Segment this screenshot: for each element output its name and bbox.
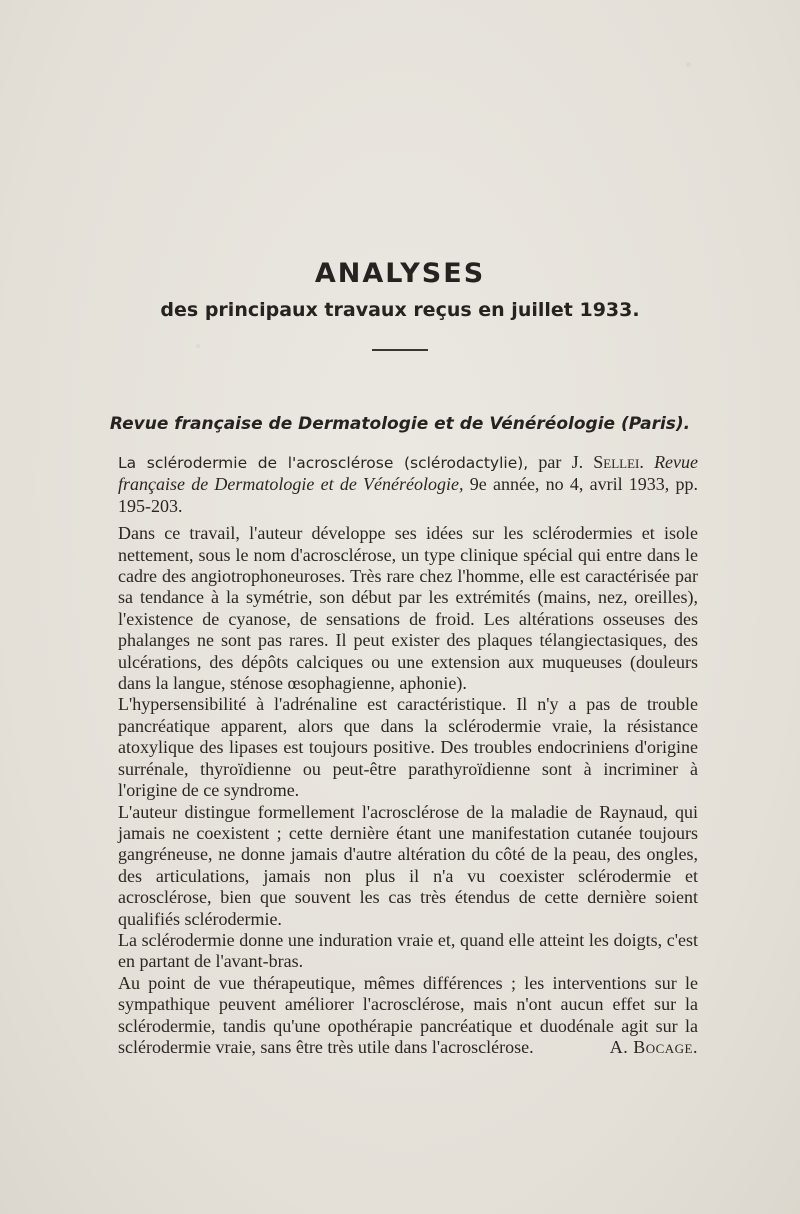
- article-signature: A. Bocage.: [609, 1036, 698, 1057]
- paragraph: Dans ce travail, l'auteur développe ses idées sur les sclérodermies et isole nettement, sous le nom d'acrosclérose, un type clinique spécial qui entre dans le cadre des angiotrophoneuroses. Très rare chez l'homme, elle est caractérisée par sa tendance à la symétrie, son début par les extrémités (mains, nez, oreilles), l'existence de cyanose, de sensations de froid. Les altérations osseuses des phalanges ne sont pas rares. Il peut exister des plaques télangiectasiques, des ulcérations, des dépôts calciques ou une extension aux muqueuses (douleurs dans la langue, sténose œsophagienne, aphonie).: [118, 523, 698, 694]
- article-details: 9e année, no 4, avril 1933, pp. 195-203.: [118, 474, 699, 516]
- article-reference: Revue française de Dermatologie et de Vénéréologie,: [118, 452, 699, 495]
- paragraph: L'hypersensibilité à l'adrénaline est caractéristique. Il n'y a pas de trouble pancréatique apparent, alors que dans la sclérodermie vraie, la résistance atoxylique des lipases est toujours positive. Des troubles endocriniens d'origine surrénale, thyroïdienne ou peut-être parathyroïdienne sont à incriminer à l'origine de ce syndrome.: [118, 694, 698, 801]
- title-divider: [372, 349, 428, 351]
- journal-heading: Revue française de Dermatologie et de Vénéréologie (Paris).: [109, 414, 691, 434]
- article-title: La sclérodermie de l'acrosclérose (sclérodactylie),: [118, 454, 529, 472]
- paper-speck: [196, 344, 200, 348]
- article-heading: [118, 452, 698, 517]
- author-prefix: par J.: [538, 452, 584, 472]
- paragraph: Au point de vue thérapeutique, mêmes différences ; les interventions sur le sympathique peuvent améliorer l'acrosclérose, mais n'ont aucun effet sur la sclérodermie, tandis qu'une opothérapie pancréatique et duodénale agit sur la sclérodermie vraie, sans être très utile dans l'acrosclérose.: [118, 972, 698, 1057]
- paper-speck: [686, 62, 691, 67]
- page-subtitle: des principaux travaux reçus en juillet 1933.: [160, 299, 640, 321]
- paragraph: La sclérodermie donne une induration vraie et, quand elle atteint les doigts, c'est en partant de l'avant-bras.: [118, 929, 698, 972]
- article-author: Sellei.: [593, 452, 644, 472]
- paragraph: L'auteur distingue formellement l'acrosclérose de la maladie de Raynaud, qui jamais ne coexistent ; cette dernière étant une manifestation cutanée toujours gangréneuse, ne donne jamais d'autre altération du côté de la peau, des ongles, des articulations, jamais non plus il n'a vu coexister sclérodermie et acrosclérose, bien que souvent les cas très étendus de cette dernière soient qualifiés sclérodermie.: [118, 801, 698, 929]
- page-title: ANALYSES: [314, 258, 486, 289]
- paragraph-final: [118, 973, 698, 1059]
- article-body: [118, 452, 698, 1058]
